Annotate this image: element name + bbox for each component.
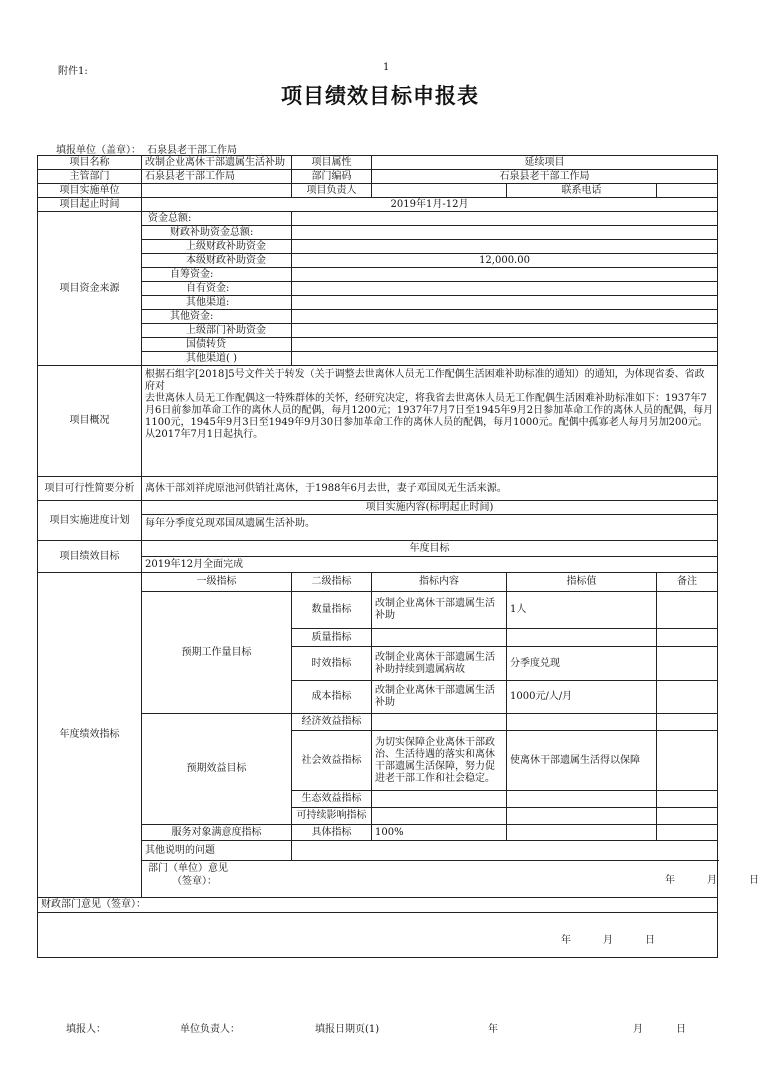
dept-opinion-year: 年 xyxy=(665,875,675,886)
fund-row-value xyxy=(292,352,718,366)
fund-row-label: 其他渠道: xyxy=(142,296,292,310)
satisfaction-sub-label: 具体指标 xyxy=(292,825,372,841)
fund-row-label: 自筹资金: xyxy=(142,268,292,282)
progress-text: 每年分季度兑现邓国凤遗属生活补助。 xyxy=(142,515,718,541)
footer-filler: 填报人： xyxy=(66,1024,106,1035)
indicators-label: 年度绩效指标 xyxy=(38,573,142,898)
project-attr-value: 延续项目 xyxy=(372,156,718,170)
row-department xyxy=(38,170,718,184)
fund-row-value xyxy=(292,310,718,324)
dept-opinion-label: 部门（单位）意见 xyxy=(148,863,228,874)
indicator-level2: 成本指标 xyxy=(292,681,372,714)
row-overview xyxy=(38,366,718,477)
indicator-level2: 生态效益指标 xyxy=(292,791,372,808)
indicator-remark xyxy=(657,647,718,681)
funds-label: 项目资金来源 xyxy=(38,212,142,366)
footer-day: 日 xyxy=(676,1024,686,1035)
row-perf-goal-header xyxy=(38,541,718,557)
indicator-value xyxy=(507,791,657,808)
indicator-remark xyxy=(657,714,718,731)
other-notes-value xyxy=(292,841,718,861)
fund-row xyxy=(38,212,718,226)
fund-row-label: 上级财政补助资金 xyxy=(142,240,292,254)
indicator-level2: 质量指标 xyxy=(292,629,372,647)
fund-row-label: 其他渠道( ) xyxy=(142,352,292,366)
project-attr-label: 项目属性 xyxy=(292,156,372,170)
project-name-value: 改制企业离休干部遗属生活补助 xyxy=(142,156,292,170)
form-title: 项目绩效目标申报表 xyxy=(281,84,479,108)
row-finance-opinion-label xyxy=(38,898,718,913)
indicator-value xyxy=(507,629,657,647)
fund-row-value xyxy=(292,324,718,338)
indicator-content xyxy=(372,629,507,647)
fund-row-label: 自有资金: xyxy=(142,282,292,296)
perf-goal-text: 2019年12月全面完成 xyxy=(142,557,718,573)
finance-opinion-label: 财政部门意见（签章）： xyxy=(38,898,718,913)
indicator-remark xyxy=(657,629,718,647)
row-period xyxy=(38,198,718,212)
footer-year: 年 xyxy=(488,1024,498,1035)
phone-value xyxy=(657,184,718,198)
reporting-unit-label: 填报单位（盖章）： xyxy=(56,145,141,156)
dept-code-value: 石泉县老干部工作局 xyxy=(372,170,718,184)
indicator-remark xyxy=(657,808,718,825)
row-progress-header xyxy=(38,501,718,515)
fund-row-label: 国债转贷 xyxy=(142,338,292,352)
indicator-content: 改制企业离休干部遗属生活补助 xyxy=(372,592,507,629)
header-remark: 备注 xyxy=(657,573,718,592)
header-content: 指标内容 xyxy=(372,573,507,592)
reporting-unit xyxy=(56,141,237,156)
performance-form-table xyxy=(37,155,759,958)
fund-row-label: 上级部门补助资金 xyxy=(142,324,292,338)
fund-row-value xyxy=(292,282,718,296)
impl-unit-value xyxy=(142,184,292,198)
header-level1: 一级指标 xyxy=(142,573,292,592)
indicator-content: 改制企业离休干部遗属生活补助持续到遗属病故 xyxy=(372,647,507,681)
finance-opinion-day: 日 xyxy=(645,935,655,946)
output-target-label: 预期工作量目标 xyxy=(142,592,292,714)
indicator-value: 分季度兑现 xyxy=(507,647,657,681)
indicator-content xyxy=(372,791,507,808)
dept-code-label: 部门编码 xyxy=(292,170,372,184)
indicator-level2: 社会效益指标 xyxy=(292,731,372,791)
dept-value: 石泉县老干部工作局 xyxy=(142,170,292,184)
owner-label: 项目负责人 xyxy=(292,184,372,198)
indicator-remark xyxy=(657,731,718,791)
indicator-value xyxy=(507,714,657,731)
reporting-unit-value: 石泉县老干部工作局 xyxy=(147,145,237,156)
period-label: 项目起止时间 xyxy=(38,198,142,212)
row-feasibility xyxy=(38,477,718,501)
page-number-top: 1 xyxy=(383,62,390,73)
footer-date-label xyxy=(315,1020,379,1035)
indicator-level2: 数量指标 xyxy=(292,592,372,629)
indicator-remark xyxy=(657,681,718,714)
dept-opinion-seal: （签章）： xyxy=(172,876,217,887)
feasibility-text: 离休干部刘祥虎原池河供销社离休，于1988年6月去世，妻子邓国凤无生活来源。 xyxy=(142,477,718,501)
feasibility-label: 项目可行性简要分析 xyxy=(38,477,142,501)
indicator-level2: 可持续影响指标 xyxy=(292,808,372,825)
row-indicator-headers xyxy=(38,573,718,592)
perf-goal-subheader: 年度目标 xyxy=(142,541,718,557)
fund-row-value: 12,000.00 xyxy=(292,254,718,268)
progress-label: 项目实施进度计划 xyxy=(38,501,142,541)
attachment-label: 附件1: xyxy=(58,66,88,77)
fund-row-value xyxy=(292,296,718,310)
fund-row-value xyxy=(292,338,718,352)
indicator-level2: 经济效益指标 xyxy=(292,714,372,731)
fund-row-value xyxy=(292,240,718,254)
dept-opinion-cell xyxy=(142,861,759,898)
satisfaction-value-cell xyxy=(507,825,657,841)
overview-text: 根据石组字[2018]5号文件关于转发（关于调整去世离休人员无工作配偶生活困难补助标准的通知）的通知，为体现省委、省政府对 去世离休人员无工作配偶这一特殊群体的关怀，经研究决定，将我省去世离休人员无工作配偶生活困难补助标准如下：1937年7月6日前参加革命工作的离休人员的配偶，每月1200元；1937年7月7日至1945年9月2日参加革命工作的离休人员的配偶，每月1100元，1945年9月3日至1949年9月30日参加革命工作的离休人员的配偶，每月1000元。配偶中孤寡老人每月另加200元。从2017年7月1日起执行。 xyxy=(142,366,718,477)
indicator-content: 改制企业离休干部遗属生活补助 xyxy=(372,681,507,714)
dept-label: 主管部门 xyxy=(38,170,142,184)
header-value: 指标值 xyxy=(507,573,657,592)
satisfaction-label: 服务对象满意度指标 xyxy=(142,825,292,841)
footer-page: 页(1) xyxy=(355,1024,380,1035)
finance-opinion-cell xyxy=(38,913,718,958)
indicator-value: 1000元/人/月 xyxy=(507,681,657,714)
fund-row-label: 财政补助资金总额: xyxy=(142,226,292,240)
fund-row-label: 资金总额: xyxy=(142,212,292,226)
perf-goal-label: 项目绩效目标 xyxy=(38,541,142,573)
footer-month: 月 xyxy=(633,1024,643,1035)
indicator-remark xyxy=(657,592,718,629)
indicator-content xyxy=(372,808,507,825)
row-project-name xyxy=(38,156,718,170)
finance-opinion-year: 年 xyxy=(561,935,571,946)
indicator-value xyxy=(507,808,657,825)
dept-opinion-month: 月 xyxy=(707,875,717,886)
row-implementer xyxy=(38,184,718,198)
other-notes-label: 其他说明的问题 xyxy=(142,841,292,861)
satisfaction-remark xyxy=(657,825,718,841)
fund-row-value xyxy=(292,226,718,240)
footer-unit-head: 单位负责人： xyxy=(180,1024,240,1035)
fund-row-label: 其他资金: xyxy=(142,310,292,324)
indicator-value: 1人 xyxy=(507,592,657,629)
period-value: 2019年1月-12月 xyxy=(142,198,718,212)
indicator-level2: 时效指标 xyxy=(292,647,372,681)
finance-opinion-month: 月 xyxy=(603,935,613,946)
overview-label: 项目概况 xyxy=(38,366,142,477)
fund-row-value xyxy=(292,268,718,282)
indicator-content: 为切实保障企业离休干部政治、生活待遇的落实和离休干部遗属生活保障，努力促进老干部工作和社会稳定。 xyxy=(372,731,507,791)
indicator-content xyxy=(372,714,507,731)
impl-unit-label: 项目实施单位 xyxy=(38,184,142,198)
progress-subheader: 项目实施内容(标明起止时间) xyxy=(142,501,718,515)
row-finance-opinion xyxy=(38,913,718,958)
indicator-remark xyxy=(657,791,718,808)
header-level2: 二级指标 xyxy=(292,573,372,592)
fund-row-label: 本级财政补助资金 xyxy=(142,254,292,268)
dept-opinion-day: 日 xyxy=(749,875,759,886)
footer-date: 填报日期 xyxy=(315,1024,355,1035)
benefit-target-label: 预期效益目标 xyxy=(142,714,292,825)
phone-label: 联系电话 xyxy=(507,184,657,198)
project-name-label: 项目名称 xyxy=(38,156,142,170)
indicator-value: 使离休干部遗属生活得以保障 xyxy=(507,731,657,791)
satisfaction-value: 100% xyxy=(372,825,507,841)
fund-row-value xyxy=(292,212,718,226)
owner-value xyxy=(372,184,507,198)
